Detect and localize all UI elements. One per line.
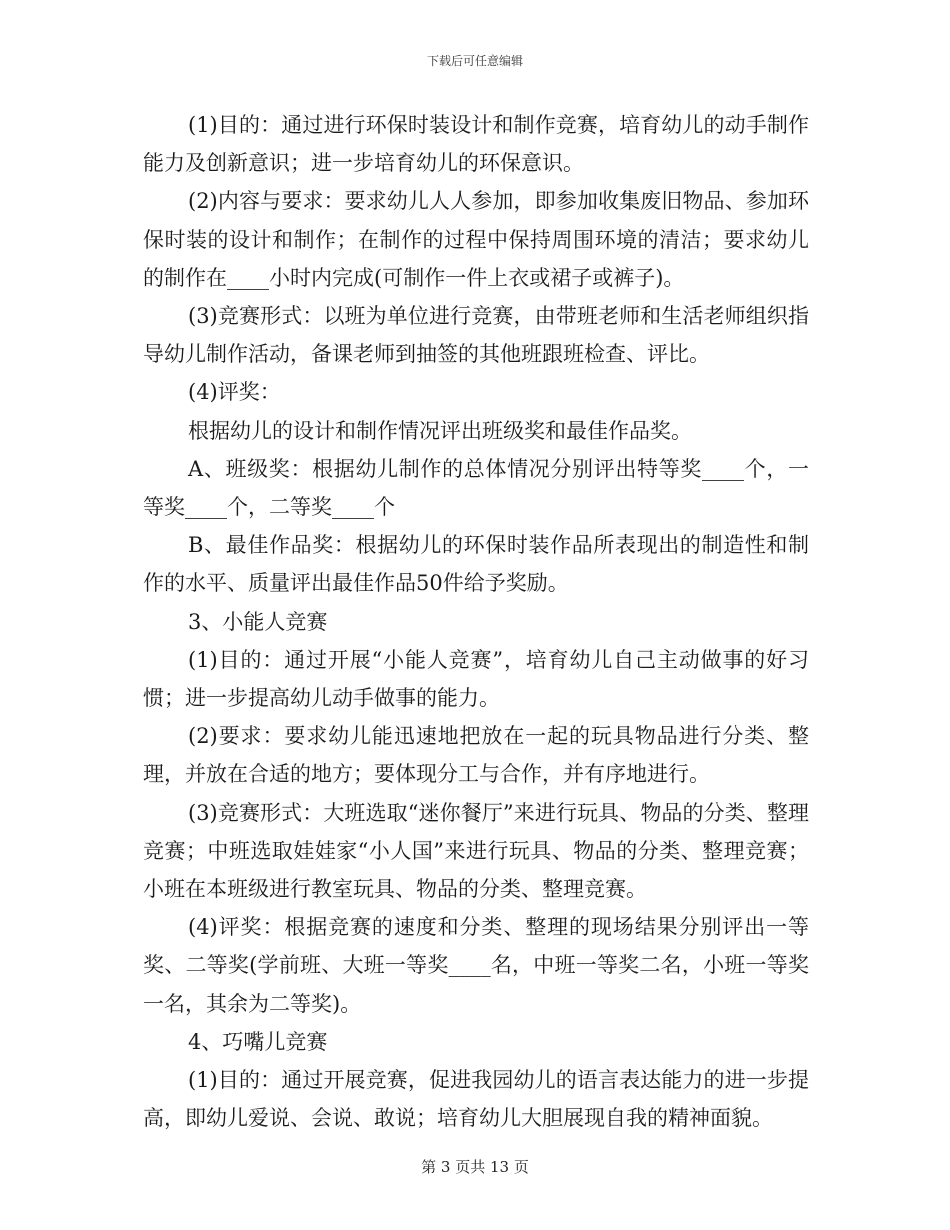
paragraph: (4)评奖：根据竞赛的速度和分类、整理的现场结果分别评出一等奖、二等奖(学前班、大班一等奖____名，中班一等奖二名，小班一等奖一名，其余为二等奖)。: [143, 915, 809, 1016]
paragraph: (4)评奖：: [188, 380, 281, 405]
page-footer: 第 3 页共 13 页: [421, 1158, 529, 1176]
paragraph: A、班级奖：根据幼儿制作的总体情况分别评出特等奖____个，一等奖____个，二等奖____个: [143, 456, 809, 520]
page-header: 下载后可任意编辑: [426, 54, 523, 68]
paragraph: B、最佳作品奖：根据幼儿的环保时装作品所表现出的制造性和制作的水平、质量评出最佳作品50件给予奖励。: [143, 533, 809, 596]
paragraph: (2)要求：要求幼儿能迅速地把放在一起的玩具物品进行分类、整理，并放在合适的地方；要体现分工与合作，并有序地进行。: [143, 724, 809, 787]
section-heading: 4、巧嘴儿竞赛: [188, 1029, 328, 1054]
paragraph: (3)竞赛形式：以班为单位进行竞赛，由带班老师和生活老师组织指导幼儿制作活动，备课老师到抽签的其他班跟班检查、评比。: [143, 304, 809, 367]
paragraph: (3)竞赛形式：大班选取“迷你餐厅”来进行玩具、物品的分类、整理竞赛；中班选取娃娃家“小人国”来进行玩具、物品的分类、整理竞赛；小班在本班级进行教室玩具、物品的分类、整理竞赛。: [143, 800, 809, 902]
paragraph: 根据幼儿的设计和制作情况评出班级奖和最佳作品奖。: [188, 418, 692, 443]
paragraph: (2)内容与要求：要求幼儿人人参加，即参加收集废旧物品、参加环保时装的设计和制作；在制作的过程中保持周围环境的清洁；要求幼儿的制作在____小时内完成(可制作一件上衣或裙子或裤子)。: [143, 189, 809, 290]
paragraph: (1)目的：通过开展“小能人竞赛”，培育幼儿自己主动做事的好习惯；进一步提高幼儿动手做事的能力。: [143, 647, 809, 711]
paragraph: (1)目的：通过开展竞赛，促进我园幼儿的语言表达能力的进一步提高，即幼儿爱说、会说、敢说；培育幼儿大胆展现自我的精神面貌。: [143, 1068, 809, 1131]
document-body: [143, 106, 809, 1137]
section-heading: 3、小能人竞赛: [188, 609, 328, 634]
paragraph: (1)目的：通过进行环保时装设计和制作竞赛，培育幼儿的动手制作能力及创新意识；进一步培育幼儿的环保意识。: [143, 113, 809, 176]
